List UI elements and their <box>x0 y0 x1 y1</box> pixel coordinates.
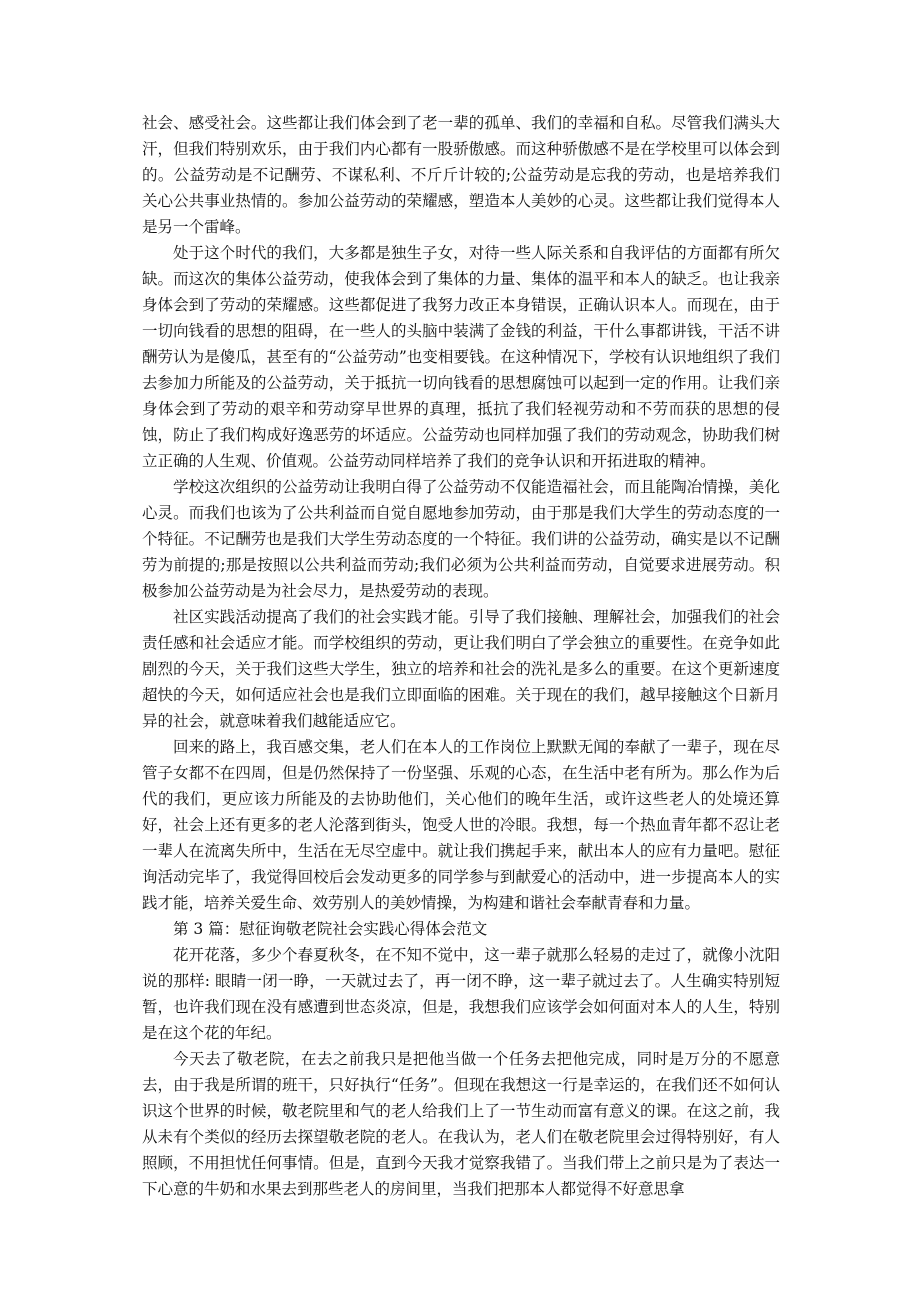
paragraph-2: 处于这个时代的我们，大多都是独生子女，对待一些人际关系和自我评估的方面都有所欠缺。而这次的集体公益劳动，使我体会到了集体的力量、集体的温平和本人的缺乏。也让我亲身体会到了劳动的荣耀感。这些都促进了我努力改正本身错误，正确认识本人。而现在，由于一切向钱看的思想的阻碍，在一些人的头脑中装满了金钱的利益，干什么事都讲钱，干活不讲酬劳认为是傻瓜，甚至有的“公益劳动”也变相要钱。在这种情况下，学校有认识地组织了我们去参加力所能及的公益劳动，关于抵抗一切向钱看的思想腐蚀可以起到一定的作用。让我们亲身体会到了劳动的艰辛和劳动穿早世界的真理，抵抗了我们轻视劳动和不劳而获的思想的侵蚀，防止了我们构成好逸恶劳的坏适应。公益劳动也同样加强了我们的劳动观念，协助我们树立正确的人生观、价值观。公益劳动同样培养了我们的竞争认识和开拓进取的精神。 <box>142 244 780 470</box>
paragraph-6: 花开花落，多少个春夏秋冬，在不知不觉中，这一辈子就那么轻易的走过了，就像小沈阳说的那样: 眼睛一闭一睁，一天就过去了，再一闭不睁，这一辈子就过去了。人生确实特别短暂，也许我们现在没有感遭到世态炎凉，但是，我想我们应该学会如何面对本人的人生，特别是在这个花的年纪。 <box>142 946 780 1042</box>
document-page <box>142 110 780 1202</box>
paragraph-1: 社会、感受社会。这些都让我们体会到了老一辈的孤单、我们的幸福和自私。尽管我们满头大汗，但我们特别欢乐，由于我们内心都有一股骄傲感。而这种骄傲感不是在学校里可以体会到的。公益劳动是不记酬劳、不谋私利、不斤斤计较的;公益劳动是忘我的劳动，也是培养我们关心公共事业热情的。参加公益劳动的荣耀感，塑造本人美妙的心灵。这些都让我们觉得本人是另一个雷峰。 <box>142 114 780 236</box>
paragraph-4: 社区实践活动提高了我们的社会实践才能。引导了我们接触、理解社会，加强我们的社会责任感和社会适应才能。而学校组织的劳动，更让我们明白了学会独立的重要性。在竞争如此剧烈的今天，关于我们这些大学生，独立的培养和社会的洗礼是多么的重要。在这个更新速度超快的今天，如何适应社会也是我们立即面临的困难。关于现在的我们，越早接触这个日新月异的社会，就意味着我们越能适应它。 <box>142 608 780 730</box>
section-heading: 第 3 篇：慰征询敬老院社会实践心得体会范文 <box>173 920 488 938</box>
paragraph-5: 回来的路上，我百感交集，老人们在本人的工作岗位上默默无闻的奉献了一辈子，现在尽管子女都不在四周，但是仍然保持了一份坚强、乐观的心态，在生活中老有所为。那么作为后代的我们，更应该力所能及的去协助他们，关心他们的晚年生活，或许这些老人的处境还算好，社会上还有更多的老人沦落到街头，饱受人世的冷眼。我想，每一个热血青年都不忍让老一辈人在流离失所中，生活在无尽空虚中。就让我们携起手来，献出本人的应有力量吧。慰征询活动完毕了，我觉得回校后会发动更多的同学参与到献爱心的活动中，进一步提高本人的实践才能，培养关爱生命、效劳别人的美妙情操，为构建和谐社会奉献青春和力量。 <box>142 738 780 912</box>
paragraph-7: 今天去了敬老院，在去之前我只是把他当做一个任务去把他完成，同时是万分的不愿意去，由于我是所谓的班干，只好执行“任务”。但现在我想这一行是幸运的，在我们还不如何认识这个世界的时候，敬老院里和气的老人给我们上了一节生动而富有意义的课。在这之前，我从未有个类似的经历去探望敬老院的老人。在我认为，老人们在敬老院里会过得特别好，有人照顾，不用担忧任何事情。但是，直到今天我才觉察我错了。当我们带上之前只是为了表达一下心意的牛奶和水果去到那些老人的房间里，当我们把那本人都觉得不好意思拿 <box>142 1050 780 1198</box>
paragraph-3: 学校这次组织的公益劳动让我明白得了公益劳动不仅能造福社会，而且能陶冶情操，美化心灵。而我们也该为了公共利益而自觉自愿地参加劳动，由于那是我们大学生的劳动态度的一个特征。不记酬劳也是我们大学生劳动态度的一个特征。我们讲的公益劳动，确实是以不记酬劳为前提的;那是按照以公共利益而劳动;我们必须为公共利益而劳动，自觉要求进展劳动。积极参加公益劳动是为社会尽力，是热爱劳动的表现。 <box>142 478 780 600</box>
